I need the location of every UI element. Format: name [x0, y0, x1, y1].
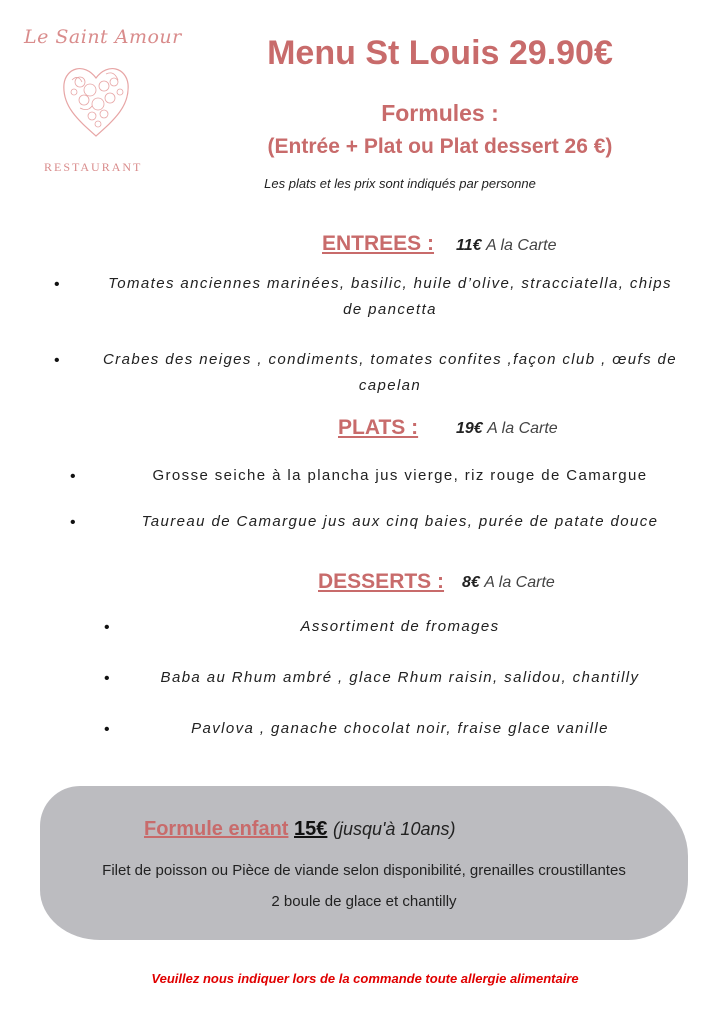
menu-title: Menu St Louis 29.90€: [267, 34, 613, 72]
bullet-icon: •: [54, 276, 60, 293]
kids-formula-line: 2 boule de glace et chantilly: [271, 893, 457, 910]
desserts-price: [462, 574, 555, 592]
entrees-price-label: A la Carte: [485, 237, 557, 254]
dessert-item: Pavlova , ganache chocolat noir, fraise glace vanille: [191, 720, 609, 737]
desserts-title: DESSERTS :: [318, 570, 445, 593]
entree-item: [70, 271, 710, 323]
plats-price-value: 19€: [456, 420, 483, 437]
formules-title: Formules :: [381, 100, 499, 126]
desserts-price-label: A la Carte: [484, 574, 555, 591]
kids-formula-line: Filet de poisson ou Pièce de viande selon disponibilité, grenailles croustillantes: [102, 862, 626, 879]
price-note: Les plats et les prix sont indiqués par personne: [264, 176, 536, 191]
bullet-icon: •: [104, 619, 110, 636]
entrees-price-value: 11€: [456, 237, 482, 254]
plat-item: Grosse seiche à la plancha jus vierge, riz rouge de Camargue: [152, 467, 648, 484]
allergy-notice: Veuillez nous indiquer lors de la commande toute allergie alimentaire: [151, 971, 579, 986]
dessert-item: Baba au Rhum ambré , glace Rhum raisin, salidou, chantilly: [160, 669, 640, 686]
plats-price: [456, 420, 558, 438]
entree-item: [70, 347, 710, 399]
plat-item: Taureau de Camargue jus aux cinq baies, purée de patate douce: [141, 513, 659, 530]
desserts-price-value: 8€: [462, 574, 480, 591]
formules-detail: (Entrée + Plat ou Plat dessert 26 €): [267, 135, 613, 158]
logo-script: Le Saint Amour: [24, 26, 182, 48]
logo-subtitle: RESTAURANT: [44, 160, 143, 174]
entree-item-line: Tomates anciennes marinées, basilic, huile d’olive, stracciatella, chips: [108, 275, 672, 292]
dessert-item: Assortiment de fromages: [300, 618, 500, 635]
entrees-title: ENTREES :: [322, 232, 435, 255]
kids-formula-label: Formule enfant: [144, 818, 289, 840]
entrees-price: [456, 237, 557, 255]
bullet-icon: •: [104, 721, 110, 738]
kids-formula-title: [144, 818, 455, 841]
bullet-icon: •: [70, 468, 76, 485]
bullet-icon: •: [54, 352, 60, 369]
bullet-icon: •: [104, 670, 110, 687]
plats-price-label: A la Carte: [487, 420, 558, 437]
bullet-icon: •: [70, 514, 76, 531]
heart-logo-icon: [60, 60, 132, 140]
entree-item-line: capelan: [358, 377, 422, 394]
entree-item-line: de pancetta: [343, 301, 437, 318]
kids-formula-age: (jusqu'à 10ans): [332, 819, 456, 839]
kids-formula-price: 15€: [294, 818, 328, 840]
entree-item-line: Crabes des neiges , condiments, tomates confites ,façon club , œufs de: [102, 351, 678, 368]
plats-title: PLATS :: [338, 416, 419, 439]
